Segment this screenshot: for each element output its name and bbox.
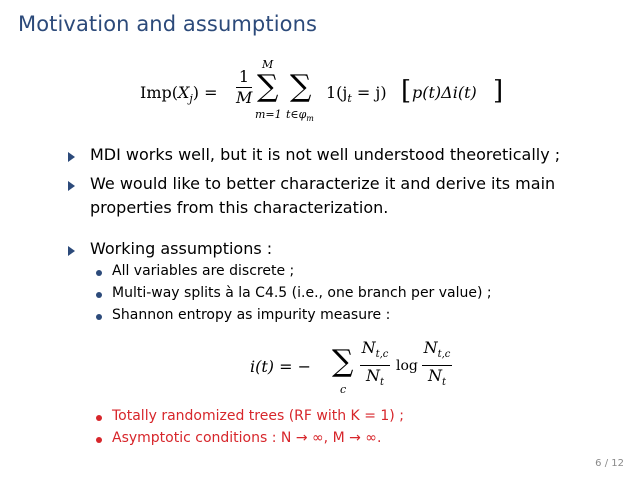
red-bullet-item: Totally randomized trees (RF with K = 1) ; (112, 408, 404, 424)
bullet-triangle-icon (68, 152, 75, 162)
sum2-lower-sub: m (306, 114, 314, 124)
frac2-numerator: N (423, 338, 438, 357)
close-bracket: ] (493, 76, 504, 106)
sub-bullet-item: All variables are discrete ; (112, 263, 295, 279)
bullet-triangle-icon (68, 181, 75, 191)
sum2-lower-limit (286, 108, 314, 123)
bullet-dot-icon (96, 292, 102, 298)
bullet-item: Working assumptions : (90, 239, 273, 258)
sum1-upper-limit: M (262, 58, 274, 71)
sub-bullet-item: Multi-way splits à la C4.5 (i.e., one branch per value) ; (112, 285, 492, 301)
slide-title: Motivation and assumptions (18, 12, 318, 36)
sum1-lower-limit: m=1 (255, 108, 282, 121)
imp-name: Imp (140, 83, 172, 102)
entropy-fraction-2 (422, 339, 452, 392)
bullet-triangle-icon (68, 246, 75, 256)
open-bracket: [ (401, 76, 412, 106)
indicator-term (326, 83, 387, 105)
indicator-text: 1(j (326, 83, 348, 102)
bullet-dot-icon (96, 270, 102, 276)
bullet-dot-icon (96, 314, 102, 320)
importance-formula (140, 58, 540, 128)
red-bullet-item: Asymptotic conditions : N → ∞, M → ∞. (112, 430, 382, 446)
frac2-numerator-sub: t,c (437, 349, 451, 361)
fraction-1-over-m (236, 68, 252, 107)
indicator-sub: t (347, 92, 352, 106)
sum1-sigma: ∑ (257, 69, 279, 104)
sub-bullet-item: Shannon entropy as impurity measure : (112, 307, 391, 323)
frac1-denominator-sub: t (379, 377, 385, 389)
frac1-denominator: N (365, 366, 380, 386)
imp-sub: j (189, 92, 193, 106)
bullet-dot-icon (96, 437, 102, 443)
frac1-numerator: N (361, 338, 376, 357)
indicator-rest: = j) (351, 83, 387, 102)
imp-arg: X (177, 83, 190, 102)
log-operator: log (396, 358, 418, 374)
sum2-sigma: ∑ (290, 69, 312, 104)
entropy-lhs: i(t) = − (250, 357, 312, 376)
frac2-denominator-sub: t (441, 377, 447, 389)
frac1-numerator-sub: t,c (375, 349, 389, 361)
sum2-lower-text: t∈φ (286, 108, 307, 121)
formula-lhs: $Imp(X_j)$ = (140, 83, 218, 106)
bullet-item: We would like to better characterize it and derive its main (90, 174, 556, 193)
bullet-item-continuation: properties from this characterization. (90, 198, 389, 217)
fraction-denominator: M (236, 88, 253, 107)
entropy-formula (250, 335, 470, 395)
entropy-sigma: ∑ (332, 344, 354, 379)
impurity-term: p(t)Δi(t) (412, 83, 477, 102)
bullet-item: MDI works well, but it is not well understood theoretically ; (90, 145, 561, 164)
fraction-numerator: 1 (238, 67, 250, 86)
frac2-denominator: N (427, 366, 442, 386)
entropy-fraction-1 (360, 339, 390, 392)
bullet-dot-icon (96, 415, 102, 421)
equals-sign: = (204, 83, 218, 102)
page-number: 6 / 12 (595, 458, 624, 469)
entropy-sum-lower: c (340, 383, 347, 396)
